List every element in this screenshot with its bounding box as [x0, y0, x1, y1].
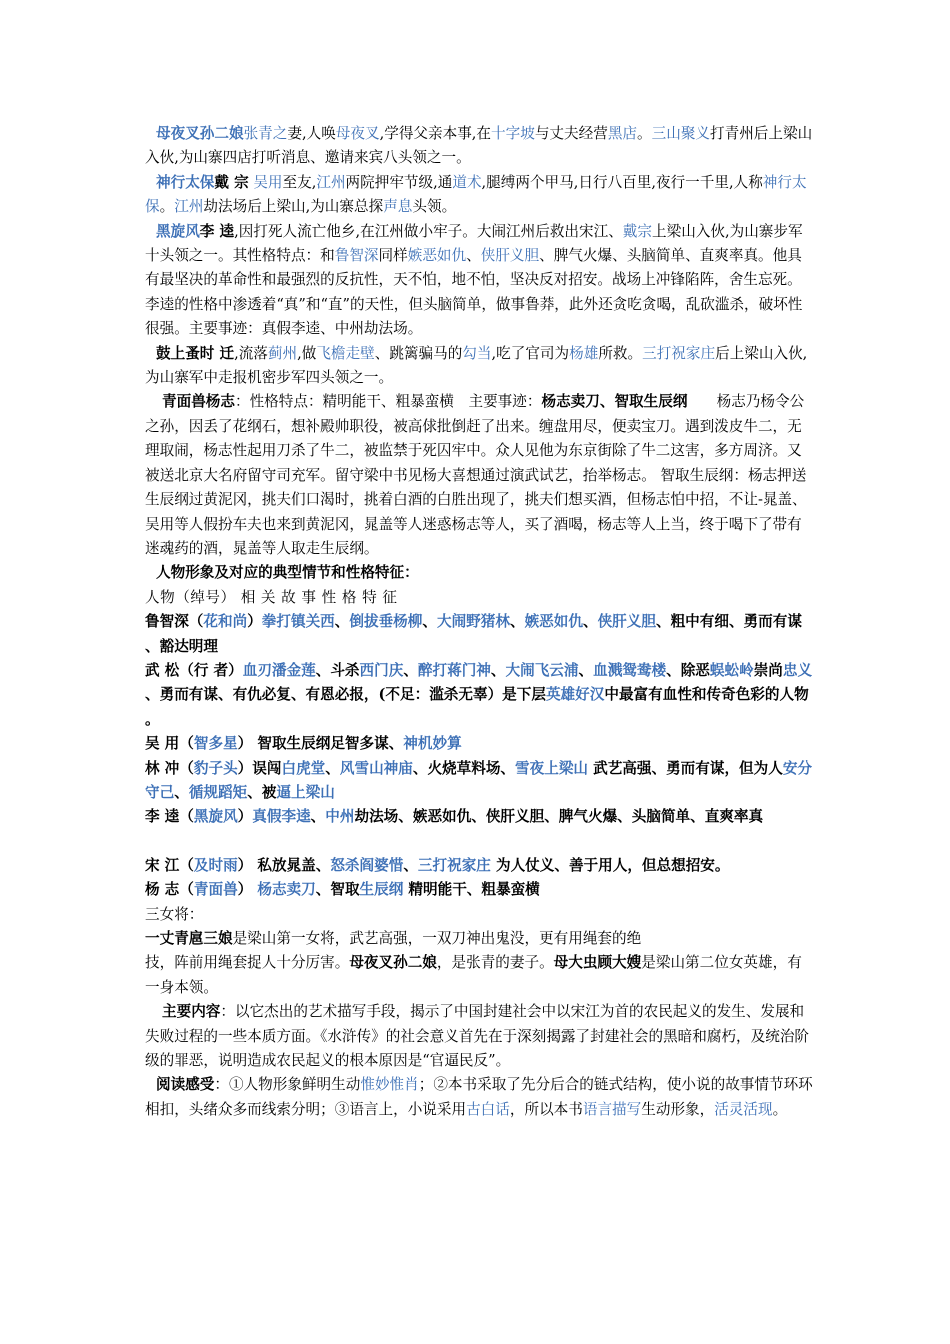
- text-run: 青面兽杨志: [162, 393, 235, 411]
- link-text[interactable]: 母夜叉孙二娘: [156, 125, 244, 142]
- link-text[interactable]: 杨志卖刀: [257, 881, 316, 899]
- text-run: 劫法场后上梁山,为山寨总探: [203, 198, 384, 216]
- text-run: 后上梁山入伙,为山寨军中走报机密步军四头领之一。: [145, 344, 808, 387]
- link-text[interactable]: 生辰纲: [359, 881, 404, 899]
- link-text[interactable]: 雪夜上梁山: [515, 759, 589, 777]
- link-text[interactable]: 安分守己: [145, 759, 813, 801]
- link-text[interactable]: 活灵活现: [714, 1100, 773, 1118]
- text-run: 与丈夫经营: [534, 125, 608, 142]
- link-text[interactable]: 神行太保: [156, 173, 215, 191]
- text-run: ,腿缚两个甲马,日行八百里,夜行一千里,人称: [481, 173, 763, 191]
- link-text[interactable]: 中州: [325, 808, 355, 826]
- link-text[interactable]: 黑店: [607, 125, 638, 142]
- paragraph: [145, 561, 813, 585]
- link-text[interactable]: 飞檐走壁: [316, 344, 375, 362]
- text-run: 、: [582, 613, 598, 631]
- text-run: 、跳篱骗马的: [374, 344, 463, 362]
- text-run: 一丈青扈三娘: [145, 930, 233, 947]
- link-text[interactable]: 侠肝义胆: [597, 613, 656, 631]
- text-run: 阅读感受: [156, 1076, 215, 1094]
- text-run: 。: [637, 125, 652, 142]
- text-run: 、: [325, 759, 340, 777]
- text-run: 、: [490, 661, 506, 679]
- paragraph: [145, 878, 813, 902]
- text-run: 主要内容: [162, 1003, 221, 1021]
- link-text[interactable]: 循规蹈矩: [188, 783, 248, 801]
- paragraph: [145, 1000, 813, 1073]
- text-run: 打青州后上梁山入伙,为山寨四店打听消息、邀请来宾八头领之一。: [145, 125, 813, 167]
- link-text[interactable]: 英雄好汉: [545, 686, 605, 704]
- link-text[interactable]: 蓟州: [267, 344, 298, 362]
- link-text[interactable]: 拳打镇关西: [261, 613, 335, 631]
- link-text[interactable]: 血溅鸳鸯楼: [593, 661, 667, 679]
- link-text[interactable]: 怒杀阎婆惜: [330, 856, 404, 874]
- text-run: 中最富有血性和传奇色彩的人物。: [145, 686, 809, 728]
- text-run: 杨志卖刀、智取生辰纲: [541, 393, 688, 411]
- text-run: 、: [509, 613, 525, 631]
- paragraph: [145, 122, 813, 171]
- link-text[interactable]: 江州: [174, 198, 204, 216]
- link-text[interactable]: 神机妙算: [403, 735, 462, 753]
- link-text[interactable]: 杨雄: [569, 344, 599, 362]
- link-text[interactable]: 逼上梁山: [276, 783, 335, 801]
- text-run: ）: [237, 808, 253, 826]
- text-run: 劫法场、嫉恶如仇、侠肝义胆、脾气火爆、头脑简单、直爽率真: [354, 808, 764, 826]
- text-run: 吴 用（: [145, 735, 194, 753]
- text-run: 、智取: [315, 881, 360, 899]
- link-text[interactable]: 吴用: [253, 173, 283, 191]
- text-run: 所救。: [598, 344, 643, 362]
- link-text[interactable]: 嫉恶如仇: [407, 247, 467, 265]
- text-run: 、: [422, 613, 437, 631]
- paragraph: [145, 171, 813, 220]
- text-run: ，所以本书: [509, 1100, 583, 1118]
- link-text[interactable]: 三打祝家庄: [417, 856, 491, 874]
- text-run: 、: [403, 856, 418, 874]
- link-text[interactable]: 鲁智深: [334, 247, 379, 265]
- link-text[interactable]: 古白话: [466, 1100, 510, 1118]
- text-run: ：以它杰出的艺术描写手段，揭示了中国封建社会中以宋江为首的农民起义的发生、发展和失败过程的一些本质方面。《水浒传》的社会意义首先在于深刻揭露了封建社会的黑暗和腐朽，及统治阶级的罪恶，说明造成农民起义的根本原因是“官逼民反”。: [145, 1003, 810, 1070]
- paragraph: [145, 610, 813, 659]
- text-run: 武艺高强、勇而有谋，但为人: [588, 759, 783, 777]
- text-run: 、粗中有细、勇而有谋、豁达明理: [145, 613, 802, 655]
- text-run: 人物（绰号） 相 关 故 事 性 格 特 征: [145, 588, 398, 606]
- text-run: 武 松（行 者）: [145, 661, 243, 679]
- text-run: ,吃了官司为: [491, 344, 570, 362]
- text-run: 、火烧草料场、: [412, 759, 516, 777]
- text-run: 人物形象及对应的典型情节和性格特征：: [156, 564, 419, 582]
- text-run: 。: [159, 198, 175, 216]
- text-run: 、: [310, 808, 326, 826]
- link-text[interactable]: 白虎堂: [281, 759, 326, 777]
- text-run: 是梁山第一女将，武艺高强，一双刀神出鬼没，更有用绳套的绝: [232, 930, 642, 947]
- text-run: 两院押牢节级,通: [345, 173, 453, 191]
- text-run: ,流落: [234, 344, 268, 362]
- link-text[interactable]: 及时雨: [193, 856, 238, 874]
- link-text[interactable]: 语言描写: [582, 1100, 642, 1118]
- text-run: 、斗杀: [315, 661, 360, 679]
- text-run: 生动形象，: [641, 1100, 715, 1118]
- link-text[interactable]: 忠义: [782, 661, 813, 679]
- link-text[interactable]: 倒拔垂杨柳: [349, 613, 423, 631]
- text-run: 。: [772, 1100, 788, 1118]
- link-text[interactable]: 张青之: [243, 125, 288, 142]
- text-run: ）误闯: [237, 759, 282, 777]
- link-text[interactable]: 母夜叉: [335, 125, 380, 142]
- text-run: 、: [578, 661, 594, 679]
- link-text[interactable]: 西门庆: [359, 661, 404, 679]
- text-run: 精明能干、粗暴蛮横: [403, 881, 540, 899]
- link-text[interactable]: 惟妙惟肖: [360, 1076, 419, 1094]
- text-run: 母夜叉孙二娘: [349, 954, 437, 972]
- link-text[interactable]: 花和尚: [203, 613, 248, 631]
- text-run: 李 逵: [199, 222, 235, 240]
- text-run: ）: [237, 881, 258, 899]
- text-run: ，是张青的妻子。: [436, 954, 554, 972]
- link-text[interactable]: 血刃潘金莲: [242, 661, 316, 679]
- text-run: 杨志乃杨令公之孙，因丢了花纲石，想补殿帅职役，被高俅批倒赶了出来。缠盘用尽，便卖宝刀。遇到泼皮牛二，无理取闹，杨志性起用刀杀了牛二，被监禁于死囚牢中。众人见他为东京街除了牛二这害，多方周济。又被送北京大名府留守司充军。留守梁中书见杨大喜想通过演武试艺，抬举杨志。 智取生辰纲：杨志押送生辰纲过黄泥冈，挑夫们口渴时，挑着白酒的白胜出现了，挑夫们想买酒，但杨志怕中招，不让-晁盖、吴用等人假扮车夫也来到黄泥冈，晁盖等人迷惑杨志等人，买了酒喝，杨志等人上当，终于喝下了带有迷魂药的酒，晁盖等人取走生辰纲。: [145, 393, 807, 557]
- paragraph: [145, 586, 813, 610]
- text-run: ,学得父亲本事,在: [379, 125, 492, 142]
- link-text[interactable]: 豹子头: [193, 759, 238, 777]
- text-run: 头领。: [412, 198, 457, 216]
- text-run: 技，阵前用绳套捉人十分厉害。: [145, 954, 350, 972]
- text-run: 、被: [247, 783, 277, 801]
- text-run: 妻,人唤: [287, 125, 336, 142]
- text-run: ） 智取生辰纲足智多谋、: [237, 735, 404, 753]
- text-run: 崇尚: [753, 661, 783, 679]
- paragraph: [145, 805, 813, 829]
- text-run: 李 逵（: [145, 808, 194, 826]
- text-run: 是梁山第二位女英雄，有一身本领。: [145, 954, 802, 996]
- document-body: [145, 122, 813, 1122]
- link-text[interactable]: 戴宗: [622, 222, 652, 240]
- link-text[interactable]: 大闹野猪林: [436, 613, 510, 631]
- text-run: 、: [466, 247, 481, 265]
- paragraph: [145, 903, 813, 927]
- text-run: ） 私放晁盖、: [237, 856, 331, 874]
- paragraph: [145, 342, 813, 391]
- text-run: ：①人物形象鲜明生动: [214, 1076, 361, 1094]
- link-text[interactable]: 声息: [383, 198, 413, 216]
- link-text[interactable]: 江州: [316, 173, 346, 191]
- text-run: ）: [247, 613, 262, 631]
- link-text[interactable]: 醉打蒋门神: [417, 661, 491, 679]
- text-run: 为人仗义、善于用人，但总想招安。: [490, 856, 730, 874]
- paragraph: [145, 732, 813, 756]
- text-run: 、: [174, 783, 189, 801]
- text-run: 母大虫顾大嫂: [553, 954, 642, 972]
- paragraph: [145, 854, 813, 878]
- paragraph: [145, 1073, 813, 1122]
- text-run: 鲁智深（: [145, 613, 204, 631]
- text-run: 上梁山入伙,为山寨步军十头领之一。其性格特点：和: [145, 222, 803, 265]
- link-text[interactable]: 十字坡: [491, 125, 535, 142]
- link-text[interactable]: 勾当: [462, 344, 492, 362]
- paragraph: [145, 927, 813, 951]
- link-text[interactable]: 道术: [452, 173, 482, 191]
- link-text[interactable]: 神行太保: [145, 173, 807, 216]
- link-text[interactable]: 黑旋风: [156, 222, 200, 240]
- link-text[interactable]: 大闹飞云浦: [505, 661, 579, 679]
- paragraph: [145, 757, 813, 806]
- link-text[interactable]: 三打祝家庄: [642, 344, 716, 362]
- text-run: 鼓上蚤时 迁: [156, 344, 235, 362]
- text-run: 、: [334, 613, 350, 631]
- link-text[interactable]: 智多星: [193, 735, 238, 753]
- text-run: 、脾气火爆、头脑简单、直爽率真。他具有最坚决的革命性和最强烈的反抗性，天不怕，地不怕，坚决反对招安。战场上冲锋陷阵，舍生忘死。李逵的性格中渗透着“真”和“直”的天性，但头脑简单，做事鲁莽，此外还贪吃贪喝，乱砍滥杀，破坏性很强。主要事迹：真假李逵、中州劫法场。: [145, 247, 803, 338]
- link-text[interactable]: 三山聚义: [651, 125, 711, 142]
- text-run: ,做: [297, 344, 317, 362]
- link-text[interactable]: 真假李逵: [252, 808, 311, 826]
- link-text[interactable]: 嫉恶如仇: [524, 613, 583, 631]
- text-run: 林 冲（: [145, 759, 194, 777]
- link-text[interactable]: 蜈蚣岭: [709, 661, 754, 679]
- text-run: 、除恶: [666, 661, 710, 679]
- text-run: 、勇而有谋、有仇必复、有恩必报，(不足：滥杀无辜）是下层: [145, 686, 546, 704]
- text-run: ：性格特点：精明能干、粗暴蛮横 主要事迹：: [234, 393, 542, 411]
- blank-line: [145, 830, 813, 854]
- text-run: 宋 江（: [145, 856, 194, 874]
- paragraph: [145, 951, 813, 1000]
- link-text[interactable]: 青面兽: [193, 881, 238, 899]
- text-run: 三女将：: [145, 905, 204, 923]
- link-text[interactable]: 黑旋风: [193, 808, 238, 826]
- text-run: 杨 志（: [145, 881, 194, 899]
- paragraph: [145, 659, 813, 732]
- text-run: 同样: [378, 247, 408, 265]
- text-run: ,因打死人流亡他乡,在江州做小牢子。大闹江州后救出宋江、: [234, 222, 623, 240]
- text-run: 戴 宗: [214, 173, 249, 191]
- link-text[interactable]: 侠肝义胆: [480, 247, 540, 265]
- text-run: 至友,: [282, 173, 317, 191]
- text-run: 、: [403, 661, 418, 679]
- text-run: ；②本书采取了先分后合的链式结构，使小说的故事情节环环相扣，头绪众多而线索分明；③语言上，小说采用: [145, 1076, 813, 1118]
- paragraph: [145, 220, 813, 342]
- paragraph: [145, 390, 813, 561]
- link-text[interactable]: 风雪山神庙: [339, 759, 413, 777]
